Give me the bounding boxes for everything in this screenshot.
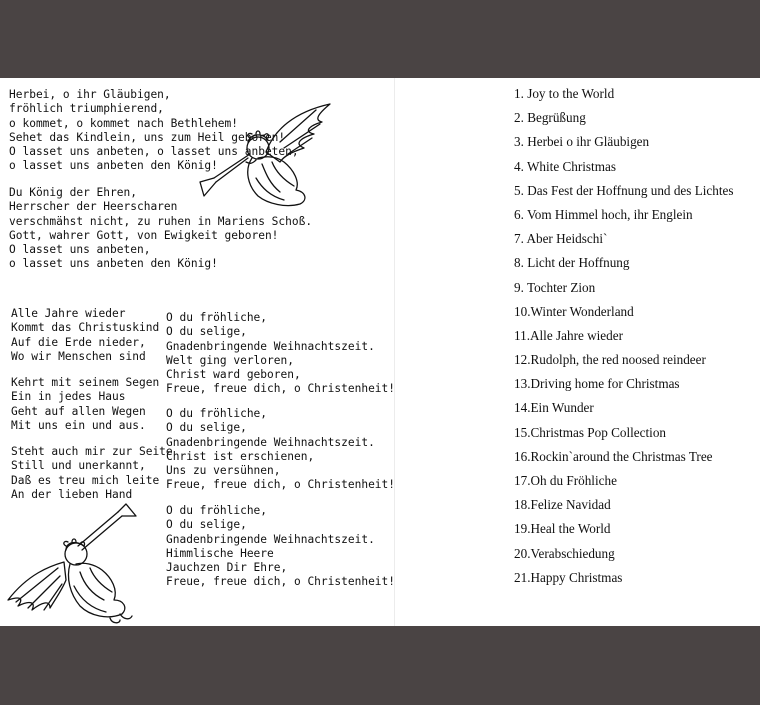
song-a-stanza-3: Steht auch mir zur Seite Still und unerkannt, Daß es treu mich leite An der lieben Hand [11, 445, 173, 501]
track-item: 21.Happy Christmas [514, 569, 623, 585]
track-item: 9. Tochter Zion [514, 279, 596, 295]
track-item: 16.Rockin`around the Christmas Tree [514, 448, 713, 464]
track-item: 14.Ein Wunder [514, 400, 594, 416]
angel-trumpet-illustration-bottom [4, 502, 142, 626]
angel-trumpet-illustration [196, 100, 344, 212]
track-item: 10.Winter Wonderland [514, 303, 634, 319]
track-item: 20.Verabschiedung [514, 545, 615, 561]
track-item: 4. White Christmas [514, 158, 616, 174]
track-item: 19.Heal the World [514, 521, 611, 537]
song-b-stanza-2: O du fröhliche, O du selige, Gnadenbringende Weihnachtszeit. Christ ist erschienen, Uns zu versühnen, Freue, freue dich, o Christenheit! [166, 407, 396, 492]
track-item: 17.Oh du Fröhliche [514, 473, 617, 488]
track-item: 6. Vom Himmel hoch, ihr Englein [514, 206, 693, 222]
tracklist [514, 86, 734, 594]
track-item: 3. Herbei o ihr Gläubigen [514, 134, 650, 150]
track-item: 8. Licht der Hoffnung [514, 255, 630, 271]
song-b-stanza-3: O du fröhliche, O du selige, Gnadenbringende Weihnachtszeit. Himmlische Heere Jauchzen Dir Ehre, Freue, freue dich, o Christenheit! [166, 504, 396, 589]
track-item: 18.Felize Navidad [514, 497, 611, 513]
track-item: 1. Joy to the World [514, 86, 615, 101]
track-item: 2. Begrüßung [514, 110, 586, 126]
song-a-stanza-2: Kehrt mit seinem Segen Ein in jedes Haus Geht auf allen Wegen Mit uns ein und aus. [11, 376, 160, 432]
track-item: 12.Rudolph, the red noosed reindeer [514, 352, 706, 368]
track-item: 15.Christmas Pop Collection [514, 424, 667, 440]
track-item: 5. Das Fest der Hoffnung und des Lichtes [514, 182, 734, 198]
hymn-stanza-2: Du König der Ehren, Herrscher der Heerscharen verschmähst nicht, zu ruhen in Mariens Schoß. Gott, wahrer Gott, von Ewigkeit geboren! O lasset uns anbeten, o lasset uns anbeten den König! [9, 186, 313, 271]
song-b-stanza-1: O du fröhliche, O du selige, Gnadenbringende Weihnachtszeit. Welt ging verloren, Christ ward geboren, Freue, freue dich, o Christenheit! [166, 311, 396, 396]
track-item: 11.Alle Jahre wieder [514, 327, 623, 343]
hymn-stanza-1: Herbei, o ihr Gläubigen, fröhlich triumphierend, o kommet, o kommet nach Bethlehem! Sehet das Kindlein, uns zum Heil geboren! O lasset uns anbeten, o lasset uns anbeten, o lasset uns anbeten den König! [9, 88, 299, 173]
booklet-sheet [0, 78, 760, 626]
track-item: 13.Driving home for Christmas [514, 376, 680, 392]
track-item: 7. Aber Heidschi` [514, 231, 608, 247]
song-a-stanza-1: Alle Jahre wieder Kommt das Christuskind Auf die Erde nieder, Wo wir Menschen sind [11, 307, 160, 363]
